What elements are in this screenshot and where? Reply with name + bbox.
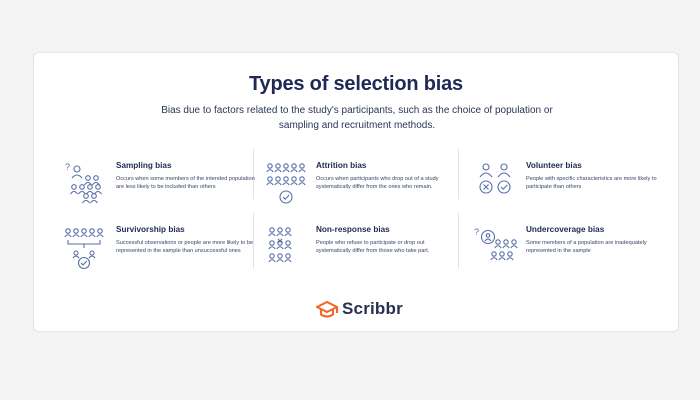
bias-name: Undercoverage bias	[526, 225, 605, 234]
svg-text:?: ?	[65, 162, 71, 172]
bias-item-non-response	[264, 225, 454, 287]
graduation-cap-icon	[316, 300, 338, 320]
bias-description: People who refuse to participate or drop out systematically differ from those who take part.	[316, 240, 430, 254]
bias-name: Non-response bias	[316, 225, 390, 234]
bias-name: Survivorship bias	[116, 225, 185, 234]
divider	[458, 149, 459, 199]
bias-description: People with specific characteristics are more likely to participate than others	[526, 176, 657, 190]
bias-description: Occurs when participants who drop out of a study systematically differ from the ones who remain.	[316, 176, 439, 190]
bias-description: Some members of a population are inadequately represented in the sample	[526, 240, 647, 254]
svg-text:?: ?	[474, 227, 480, 237]
bias-item-attrition	[264, 161, 454, 223]
bias-item-survivorship	[64, 225, 254, 287]
bias-name: Sampling bias	[116, 161, 172, 170]
bias-description: Occurs when some members of the intended population are less likely to be included than others	[116, 176, 255, 190]
bias-name: Volunteer bias	[526, 161, 582, 170]
subtitle: Bias due to factors related to the study's participants, such as the choice of population or sampling and recruitment methods.	[161, 105, 553, 131]
infographic-card	[33, 52, 679, 332]
undercoverage-bias-icon	[474, 225, 520, 271]
logo-wordmark: Scribbr	[342, 299, 403, 318]
bias-item-undercoverage	[474, 225, 664, 287]
attrition-bias-icon	[264, 161, 310, 207]
survivorship-bias-icon	[64, 225, 110, 271]
non-response-bias-icon	[264, 225, 310, 271]
bias-description: Successful observations or people are more likely to be represented in the sample than unsuccessful ones	[116, 240, 254, 254]
bias-name: Attrition bias	[316, 161, 367, 170]
volunteer-bias-icon	[474, 161, 520, 207]
scribbr-logo	[316, 299, 426, 321]
bias-item-sampling	[64, 161, 254, 223]
page-title: Types of selection bias	[249, 73, 463, 95]
bias-item-volunteer	[474, 161, 664, 223]
divider	[458, 213, 459, 269]
sampling-bias-icon	[64, 161, 110, 207]
